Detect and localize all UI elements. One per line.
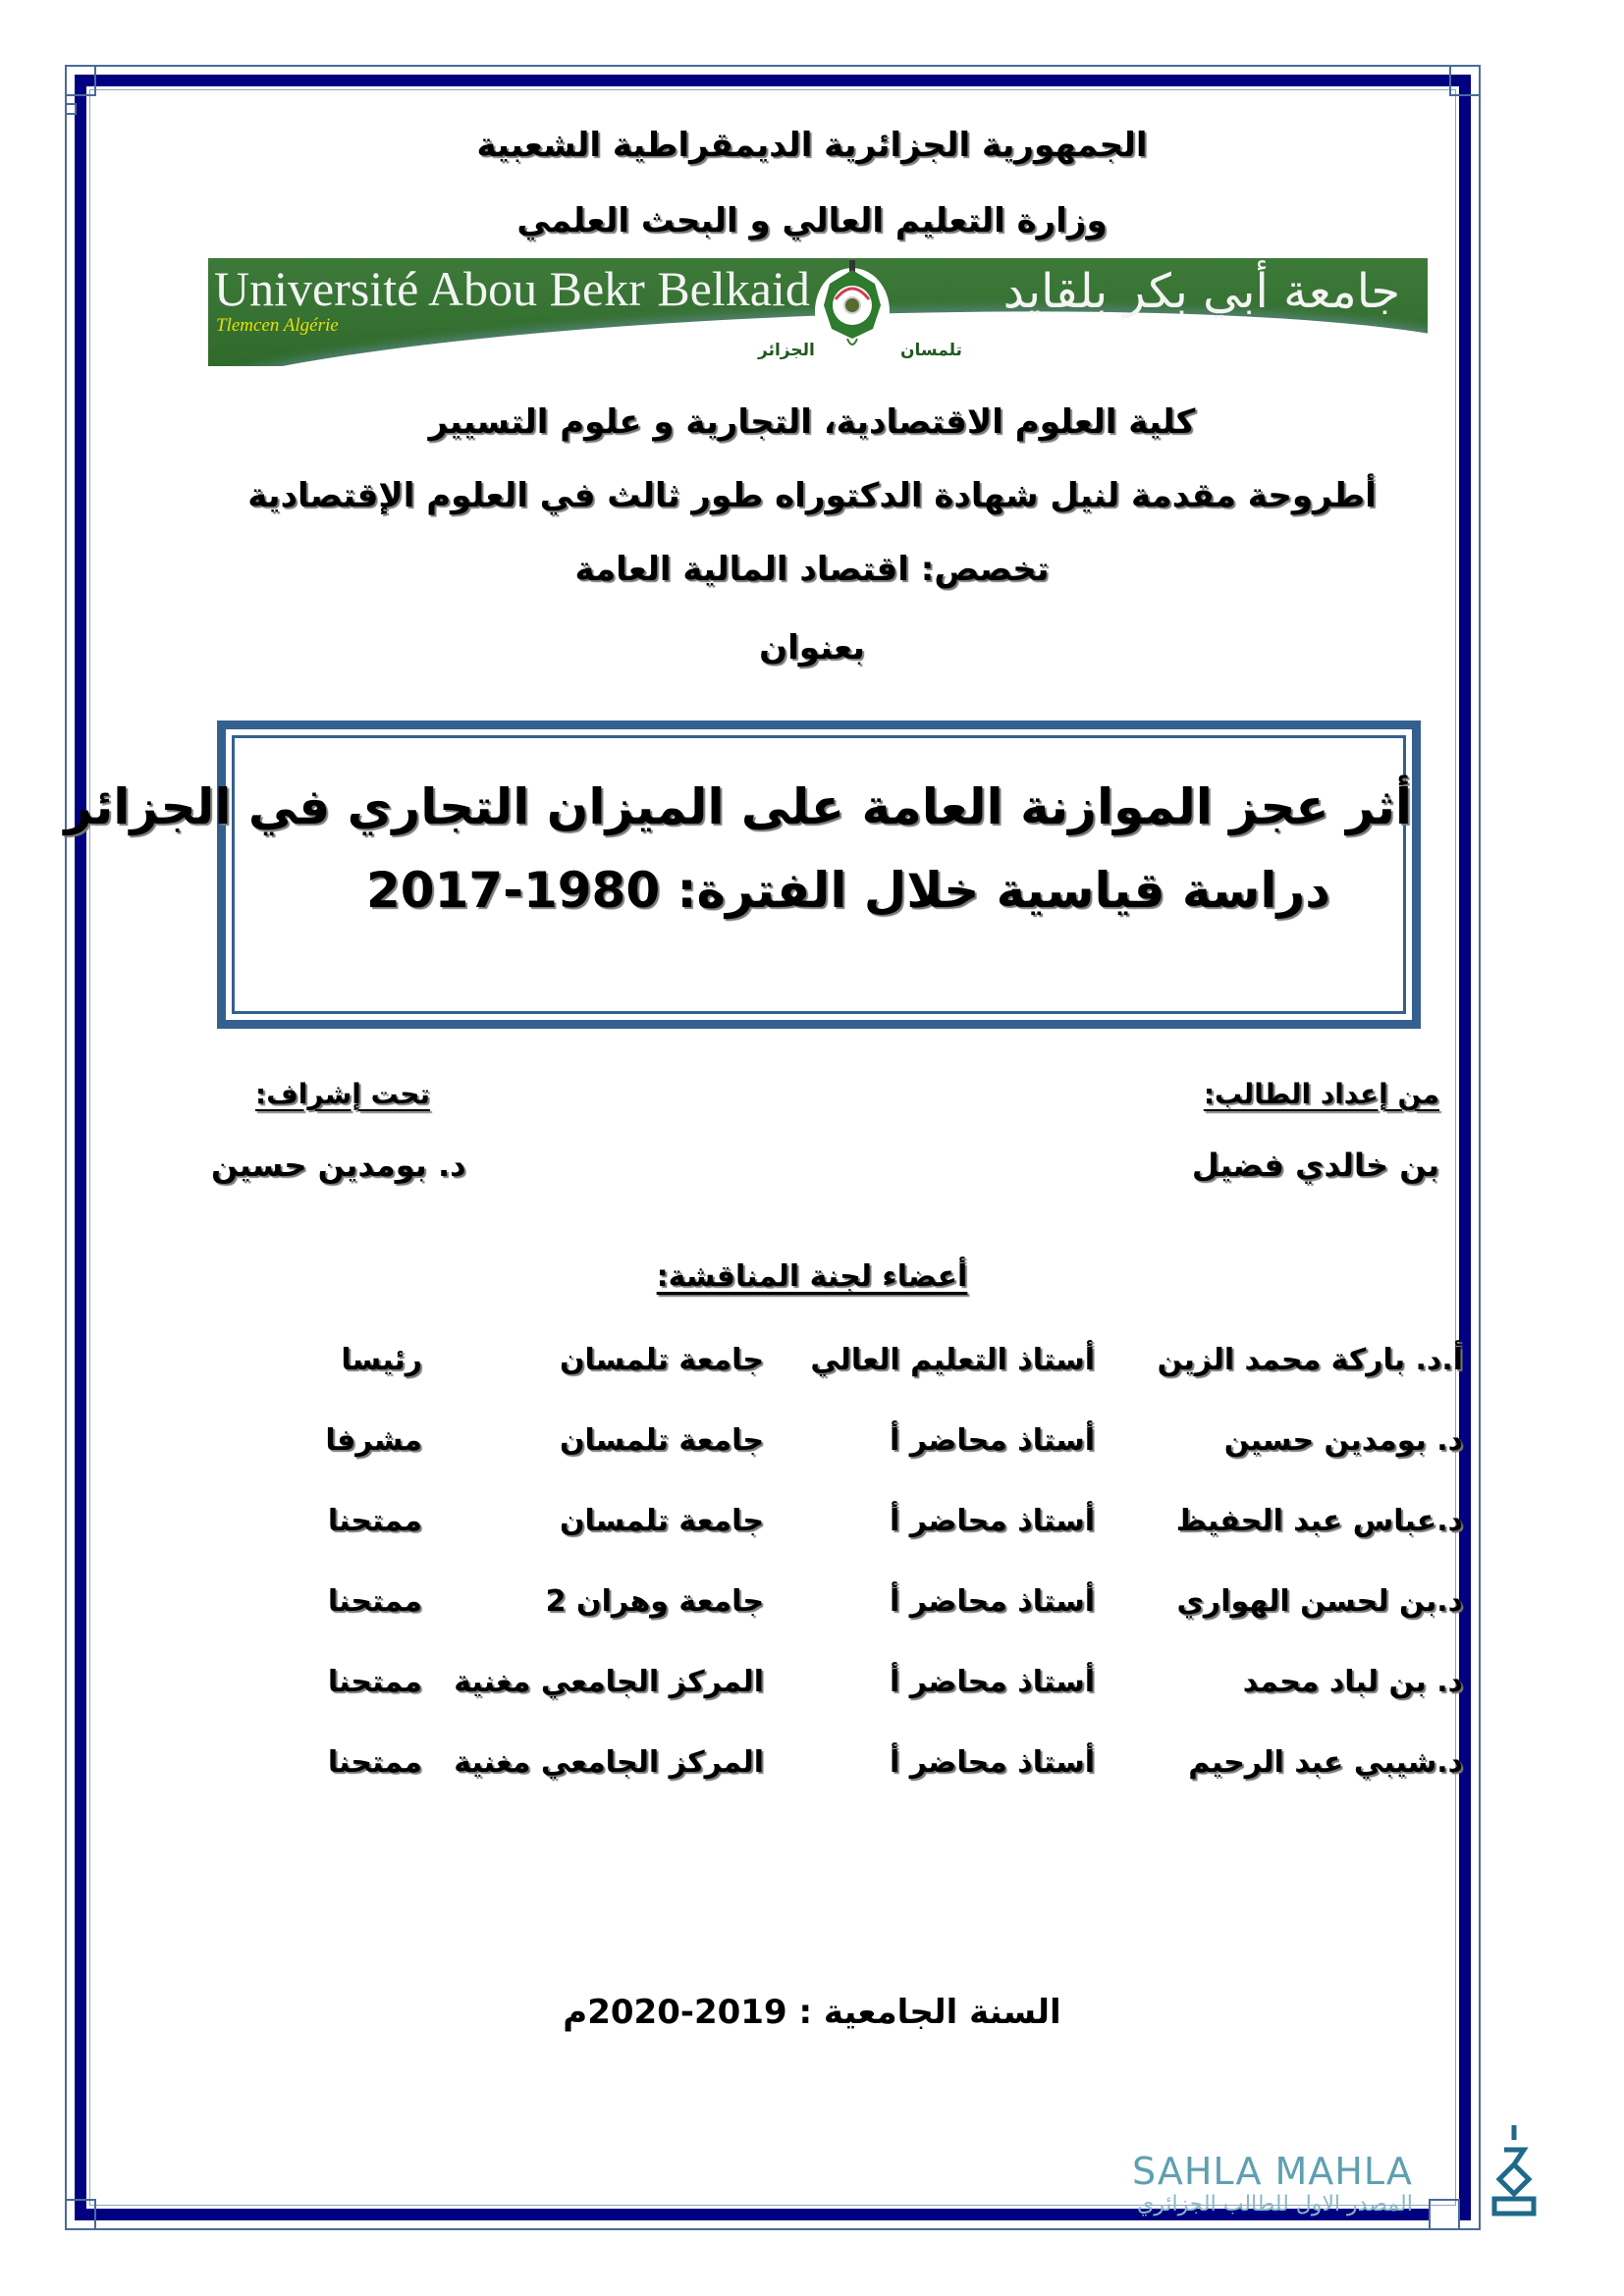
- supervisor-label: تحت إشراف:: [255, 1078, 430, 1110]
- jury-member-rank: أستاذ التعليم العالي: [810, 1343, 1095, 1377]
- jury-member-institution: جامعة تلمسان: [559, 1423, 764, 1458]
- titled-label: بعنوان: [759, 628, 865, 667]
- thesis-title-box: [64, 721, 1421, 1029]
- corner-knot-tl: [65, 65, 96, 96]
- jury-member-institution: المركز الجامعي مغنية: [454, 1745, 764, 1780]
- jury-member-rank: أستاذ محاضر أ: [890, 1504, 1095, 1538]
- thesis-type: أطروحة مقدمة لنيل شهادة الدكتوراه طور ثالث في العلوم الإقتصادية: [247, 476, 1377, 515]
- university-name-ar: جامعة أبي بكر بلقايد: [1002, 264, 1400, 319]
- jury-member-role: ممتحنا: [327, 1504, 422, 1538]
- jury-member-name: أ.د. باركة محمد الزين: [1157, 1343, 1463, 1377]
- student-label: من إعداد الطالب:: [1203, 1078, 1439, 1110]
- jury-member-name: د.عباس عبد الحفيظ: [1175, 1504, 1463, 1538]
- faculty-name: كلية العلوم الاقتصادية، التجارية و علوم التسيير: [428, 402, 1196, 442]
- jury-heading: أعضاء لجنة المناقشة:: [656, 1259, 968, 1294]
- jury-member-role: مشرفا: [325, 1423, 422, 1458]
- corner-knot-tr: [1449, 65, 1481, 96]
- ministry-heading: وزارة التعليم العالي و البحث العلمي: [516, 201, 1108, 240]
- jury-member-name: د.بن لحسن الهواري: [1176, 1584, 1463, 1619]
- student-name: بن خالدي فضيل: [1191, 1147, 1439, 1184]
- jury-member-rank: أستاذ محاضر أ: [890, 1745, 1095, 1780]
- jury-member-role: ممتحنا: [327, 1745, 422, 1780]
- jury-member-role: ممتحنا: [327, 1665, 422, 1699]
- jury-member-rank: أستاذ محاضر أ: [890, 1584, 1095, 1619]
- jury-member-name: د. بومدين حسين: [1223, 1423, 1463, 1458]
- thesis-title-line1: أثر عجز الموازنة العامة على الميزان التجاري في الجزائر: [64, 778, 1412, 835]
- corner-knot-bl: [65, 2199, 96, 2230]
- jury-member-role: رئيسا: [341, 1343, 422, 1377]
- specialty: تخصص: اقتصاد المالية العامة: [574, 550, 1050, 589]
- university-emblem-icon: [814, 260, 891, 350]
- jury-row: [157, 1745, 1463, 1794]
- banner-city-ar: تلمسان: [900, 341, 962, 360]
- corner-knot-tl2: [65, 103, 77, 115]
- watermark-logo-icon: [1485, 2120, 1543, 2218]
- jury-member-institution: المركز الجامعي مغنية: [454, 1665, 764, 1699]
- jury-member-rank: أستاذ محاضر أ: [890, 1665, 1095, 1699]
- watermark-title: SAHLA MAHLA: [1132, 2150, 1413, 2193]
- corner-knot-br: [1429, 2199, 1460, 2230]
- jury-member-institution: جامعة تلمسان: [559, 1343, 764, 1377]
- jury-row: [157, 1665, 1463, 1714]
- jury-member-name: د.شيبي عبد الرحيم: [1188, 1745, 1463, 1780]
- jury-member-name: د. بن لباد محمد: [1242, 1665, 1463, 1699]
- academic-year: السنة الجامعية : 2019-2020م: [563, 1993, 1061, 2032]
- thesis-title-line2: دراسة قياسية خلال الفترة: 1980-2017: [366, 862, 1330, 919]
- republic-heading: الجمهورية الجزائرية الديمقراطية الشعبية: [476, 126, 1148, 165]
- university-name-fr: Université Abou Bekr Belkaid: [214, 261, 810, 316]
- watermark-subtitle: المصدر الاول للطالب الجزائري: [1137, 2192, 1413, 2216]
- jury-member-rank: أستاذ محاضر أ: [890, 1423, 1095, 1458]
- jury-member-institution: جامعة وهران 2: [545, 1584, 764, 1619]
- jury-row: [157, 1343, 1463, 1392]
- supervisor-name: د. بومدين حسين: [211, 1147, 466, 1184]
- jury-row: [157, 1584, 1463, 1633]
- jury-member-role: ممتحنا: [327, 1584, 422, 1619]
- jury-row: [157, 1423, 1463, 1472]
- university-banner: [208, 258, 1428, 366]
- jury-member-institution: جامعة تلمسان: [559, 1504, 764, 1538]
- banner-country-ar: الجزائر: [758, 341, 815, 360]
- jury-row: [157, 1504, 1463, 1553]
- university-location-fr: Tlemcen Algérie: [216, 315, 339, 336]
